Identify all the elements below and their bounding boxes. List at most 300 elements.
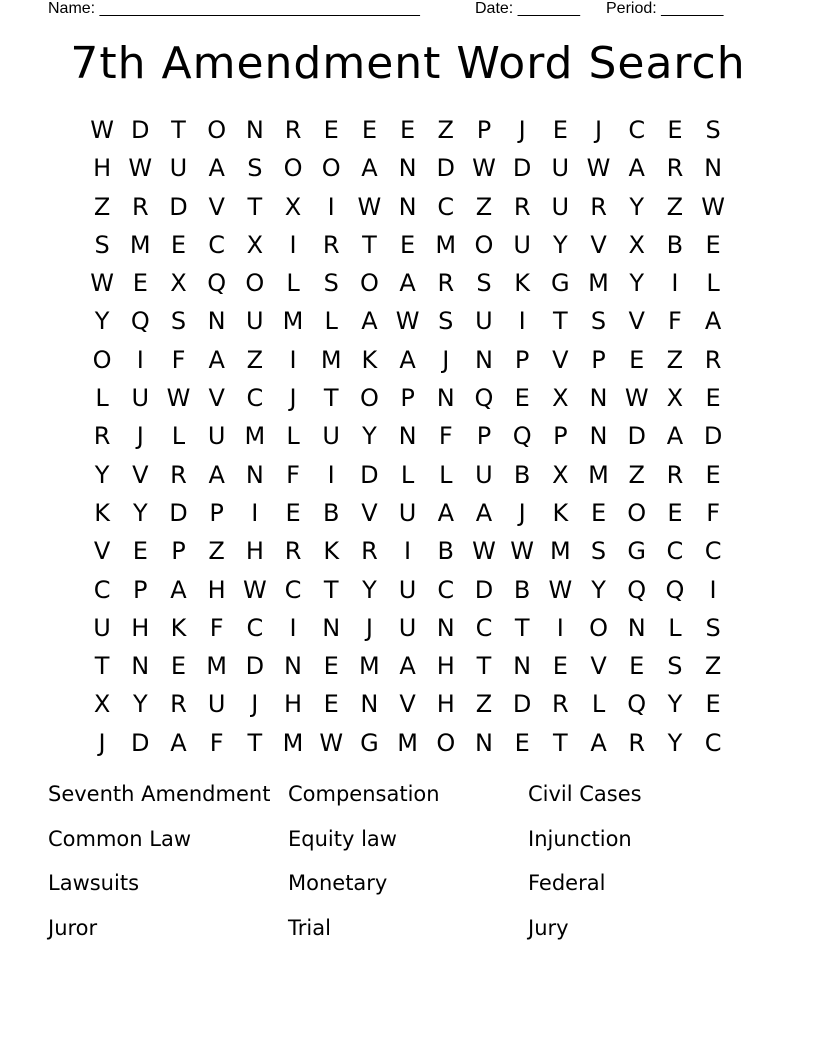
grid-letter: O (207, 116, 227, 144)
grid-letter: L (286, 422, 300, 451)
grid-letter: E (132, 269, 148, 298)
grid-letter: W (548, 575, 573, 604)
grid-letter: N (474, 728, 493, 757)
grid-letter: W (357, 192, 382, 221)
grid-letter: D (627, 422, 646, 451)
grid-letter: E (667, 498, 683, 527)
grid-letter: U (398, 498, 417, 527)
grid-letter: P (553, 422, 568, 451)
grid-letter: E (285, 498, 301, 527)
grid-letter: O (436, 728, 456, 757)
grid-letter: O (283, 154, 303, 183)
grid-letter: A (208, 460, 225, 489)
grid-letter: K (323, 537, 340, 566)
grid-letter: H (436, 690, 455, 719)
grid-letter: N (474, 345, 493, 374)
grid-letter: L (95, 384, 109, 413)
grid-letter: N (131, 652, 150, 681)
grid-letter: W (90, 116, 114, 144)
grid-letter: C (284, 575, 302, 604)
grid-letter: X (628, 230, 645, 259)
grid-letter: X (246, 230, 264, 259)
grid-letter: R (704, 345, 722, 374)
grid-letter: M (397, 728, 418, 757)
grid-letter: A (361, 154, 378, 183)
grid-letter: W (510, 537, 535, 566)
grid-letter: E (170, 230, 187, 259)
grid-letter: L (668, 613, 682, 642)
grid-letter: M (588, 460, 609, 489)
grid-letter: N (245, 116, 264, 144)
grid-letter: K (552, 498, 569, 527)
grid-letter: E (705, 460, 721, 489)
grid-letter: E (590, 498, 607, 527)
grid-letter: A (399, 345, 416, 374)
grid-letter: W (624, 384, 649, 413)
grid-letter: Z (704, 652, 722, 681)
grid-letter: N (398, 154, 417, 183)
grid-letter: V (208, 192, 225, 221)
grid-letter: T (247, 192, 263, 221)
grid-letter: G (360, 728, 379, 757)
grid-letter: F (171, 345, 186, 374)
grid-letter: B (666, 230, 684, 259)
grid-letter: W (166, 384, 191, 413)
grid-letter: T (171, 116, 186, 144)
grid-letter: E (514, 384, 530, 413)
grid-letter: T (514, 613, 530, 642)
grid-letter: Y (591, 575, 606, 604)
grid-letter: A (704, 307, 722, 336)
grid-letter: J (98, 728, 106, 757)
grid-letter: T (553, 307, 568, 336)
grid-letter: U (246, 307, 264, 336)
grid-letter: L (324, 307, 338, 336)
grid-letter: G (551, 269, 570, 298)
grid-letter: N (436, 384, 455, 413)
grid-letter: A (666, 422, 684, 451)
grid-letter: S (590, 537, 607, 566)
grid-letter: P (400, 384, 415, 413)
grid-letter: V (208, 384, 225, 413)
grid-letter: E (705, 690, 721, 719)
grid-letter: C (628, 116, 646, 144)
grid-letter: E (629, 652, 645, 681)
grid-letter: S (667, 652, 683, 681)
grid-letter: I (671, 269, 679, 298)
grid-letter: M (206, 652, 228, 681)
grid-letter: T (553, 728, 568, 757)
grid-letter: N (398, 422, 417, 451)
word-list-item: Trial (288, 915, 331, 940)
grid-letter: A (208, 345, 225, 374)
grid-letter: H (436, 652, 455, 681)
grid-letter: K (361, 345, 378, 374)
grid-letter: V (628, 307, 645, 336)
grid-letter: I (251, 498, 259, 527)
grid-letter: U (513, 230, 531, 259)
word-list (48, 778, 768, 956)
grid-letter: K (94, 498, 110, 527)
grid-letter: Y (362, 422, 377, 451)
grid-letter: Z (666, 192, 684, 221)
grid-letter: N (627, 613, 646, 642)
grid-letter: R (552, 690, 569, 719)
grid-letter: U (207, 422, 226, 451)
grid-letter: J (136, 422, 144, 451)
grid-letter: S (323, 269, 339, 298)
grid-letter: H (131, 613, 150, 642)
grid-letter: N (207, 307, 226, 336)
grid-letter: N (398, 192, 417, 221)
grid-letter: F (209, 613, 224, 642)
grid-letter: T (247, 728, 263, 757)
grid-letter: S (590, 307, 607, 336)
grid-letter: U (131, 384, 150, 413)
grid-letter: X (170, 269, 187, 298)
grid-letter: H (245, 537, 264, 566)
period-field: Period: _______ (606, 0, 724, 17)
grid-letter: D (512, 690, 532, 719)
grid-letter: N (284, 652, 302, 681)
grid-letter: Z (208, 537, 225, 566)
letter-grid (83, 111, 732, 762)
grid-letter: E (132, 537, 148, 566)
grid-letter: A (361, 307, 378, 336)
grid-letter: E (552, 116, 568, 144)
grid-letter: C (437, 192, 455, 221)
grid-letter: U (93, 613, 111, 642)
grid-letter: M (282, 728, 304, 757)
grid-letter: V (361, 498, 378, 527)
grid-letter: D (169, 192, 188, 221)
grid-letter: M (435, 230, 457, 259)
grid-letter: V (590, 230, 607, 259)
grid-letter: P (209, 498, 224, 527)
grid-letter: U (475, 307, 493, 336)
grid-letter: F (438, 422, 453, 451)
grid-letter: F (286, 460, 300, 489)
grid-letter: E (361, 116, 377, 144)
grid-letter: I (289, 345, 297, 374)
grid-letter: L (400, 460, 415, 489)
grid-letter: I (136, 345, 144, 374)
grid-letter: X (552, 384, 569, 413)
grid-letter: G (627, 537, 647, 566)
word-list-item: Jury (528, 915, 569, 940)
grid-letter: W (128, 154, 153, 183)
grid-letter: D (436, 154, 456, 183)
grid-letter: L (171, 422, 186, 451)
grid-letter: A (590, 728, 607, 757)
word-list-item: Injunction (528, 826, 632, 851)
grid-letter: I (327, 460, 335, 489)
grid-letter: O (92, 345, 112, 374)
grid-letter: N (322, 613, 341, 642)
grid-letter: E (552, 652, 568, 681)
grid-letter: A (437, 498, 454, 527)
grid-letter: R (666, 460, 684, 489)
grid-letter: C (704, 537, 722, 566)
grid-letter: L (439, 460, 453, 489)
grid-letter: T (94, 652, 110, 681)
grid-letter: D (169, 498, 188, 527)
grid-letter: T (323, 384, 339, 413)
grid-letter: I (709, 575, 717, 604)
grid-letter: P (476, 422, 492, 451)
grid-letter: R (284, 116, 302, 144)
grid-letter: U (398, 613, 417, 642)
grid-letter: J (518, 498, 526, 527)
grid-letter: Q (627, 690, 647, 719)
word-list-item: Civil Cases (528, 782, 642, 806)
grid-letter: P (171, 537, 186, 566)
grid-letter: O (474, 230, 494, 259)
grid-letter: B (513, 460, 531, 489)
grid-letter: Y (132, 690, 148, 719)
grid-letter: R (284, 537, 302, 566)
grid-letter: U (398, 575, 417, 604)
grid-letter: I (289, 613, 297, 642)
grid-letter: R (93, 422, 111, 451)
grid-letter: Q (130, 307, 150, 336)
grid-letter: Z (93, 192, 111, 221)
grid-letter: B (437, 537, 455, 566)
grid-letter: A (399, 652, 416, 681)
grid-letter: C (246, 384, 264, 413)
grid-letter: I (327, 192, 335, 221)
grid-letter: E (323, 690, 339, 719)
grid-letter: W (90, 269, 114, 298)
grid-letter: E (667, 116, 683, 144)
grid-letter: D (131, 728, 150, 757)
word-list-item: Lawsuits (48, 871, 140, 896)
grid-letter: I (556, 613, 564, 642)
word-list-item: Seventh Amendment (48, 782, 271, 806)
grid-letter: D (131, 116, 150, 144)
grid-letter: D (245, 652, 265, 681)
grid-letter: E (323, 116, 339, 144)
grid-letter: C (666, 537, 684, 566)
grid-letter: A (628, 154, 645, 183)
grid-letter: R (170, 690, 187, 719)
grid-letter: Y (667, 728, 683, 757)
page-title: 7th Amendment Word Search (70, 38, 746, 89)
grid-letter: T (323, 575, 339, 604)
grid-letter: Y (94, 307, 110, 336)
grid-letter: I (404, 537, 412, 566)
grid-letter: S (438, 307, 454, 336)
grid-letter: M (129, 230, 151, 259)
grid-letter: E (514, 728, 530, 757)
grid-letter: P (591, 345, 606, 374)
grid-letter: D (474, 575, 494, 604)
grid-letter: J (594, 116, 603, 144)
grid-letter: Y (362, 575, 377, 604)
grid-letter: D (512, 154, 532, 183)
header-line (0, 0, 816, 20)
grid-letter: B (322, 498, 340, 527)
grid-letter: A (170, 575, 187, 604)
grid-letter: R (131, 192, 149, 221)
grid-letter: F (668, 307, 682, 336)
grid-letter: N (436, 613, 455, 642)
grid-letter: W (472, 154, 496, 183)
grid-letter: I (289, 230, 297, 259)
grid-letter: W (701, 192, 725, 221)
grid-letter: Y (553, 230, 568, 259)
grid-letter: S (476, 269, 492, 298)
grid-letter: P (476, 116, 492, 144)
grid-letter: O (245, 269, 265, 298)
grid-letter: N (513, 652, 532, 681)
grid-letter: Z (475, 690, 493, 719)
grid-letter: Y (667, 690, 683, 719)
grid-letter: P (514, 345, 530, 374)
grid-letter: F (209, 728, 224, 757)
grid-letter: A (399, 269, 416, 298)
grid-letter: J (365, 613, 373, 642)
grid-letter: Y (629, 192, 645, 221)
grid-letter: Q (665, 575, 685, 604)
grid-letter: V (552, 345, 569, 374)
grid-letter: M (588, 269, 609, 298)
word-list-item: Federal (528, 871, 606, 896)
grid-letter: D (703, 422, 723, 451)
grid-letter: U (169, 154, 188, 183)
grid-letter: C (704, 728, 722, 757)
grid-letter: S (247, 154, 263, 183)
word-list-item: Juror (48, 915, 98, 940)
grid-letter: H (207, 575, 226, 604)
grid-letter: Y (132, 498, 148, 527)
grid-letter: U (475, 460, 493, 489)
grid-letter: N (360, 690, 379, 719)
grid-letter: V (132, 460, 149, 489)
grid-letter: Y (94, 460, 110, 489)
grid-letter: U (322, 422, 340, 451)
grid-letter: N (245, 460, 264, 489)
grid-letter: M (244, 422, 266, 451)
word-list-item: Monetary (288, 871, 388, 896)
grid-letter: L (706, 269, 720, 298)
grid-letter: A (170, 728, 187, 757)
grid-letter: R (437, 269, 455, 298)
grid-letter: W (472, 537, 496, 566)
grid-letter: O (589, 613, 608, 642)
grid-letter: Q (512, 422, 532, 451)
grid-letter: U (207, 690, 226, 719)
grid-letter: E (400, 230, 416, 259)
grid-letter: S (705, 116, 721, 144)
grid-letter: S (170, 307, 187, 336)
grid-letter: C (246, 613, 264, 642)
grid-letter: M (320, 345, 342, 374)
grid-letter: R (628, 728, 646, 757)
grid-letter: V (93, 537, 111, 566)
grid-letter: M (359, 652, 380, 681)
grid-letter: X (666, 384, 684, 413)
grid-letter: K (170, 613, 187, 642)
grid-letter: Q (474, 384, 494, 413)
grid-letter: J (518, 116, 526, 144)
grid-letter: L (286, 269, 300, 298)
grid-letter: M (549, 537, 571, 566)
grid-letter: R (170, 460, 187, 489)
grid-letter: Z (666, 345, 684, 374)
grid-letter: S (94, 230, 110, 259)
grid-letter: E (629, 345, 645, 374)
word-list-item: Equity law (288, 826, 397, 851)
grid-letter: O (627, 498, 647, 527)
grid-letter: M (282, 307, 304, 336)
grid-letter: V (399, 690, 416, 719)
grid-letter: R (590, 192, 607, 221)
grid-letter: C (475, 613, 493, 642)
grid-letter: E (705, 384, 721, 413)
grid-letter: Q (627, 575, 647, 604)
word-list-item: Compensation (288, 782, 440, 806)
grid-letter: J (289, 384, 297, 413)
grid-letter: B (513, 575, 531, 604)
grid-letter: R (361, 537, 378, 566)
grid-letter: O (359, 384, 379, 413)
grid-letter: D (360, 460, 379, 489)
grid-letter: H (93, 154, 112, 183)
grid-letter: E (400, 116, 416, 144)
grid-letter: C (93, 575, 111, 604)
grid-letter: T (476, 652, 492, 681)
grid-letter: X (284, 192, 302, 221)
grid-letter: C (437, 575, 455, 604)
grid-letter: X (552, 460, 569, 489)
grid-letter: T (362, 230, 377, 259)
grid-letter: X (93, 690, 111, 719)
grid-letter: H (284, 690, 303, 719)
grid-letter: W (242, 575, 267, 604)
grid-letter: Q (207, 269, 227, 298)
grid-letter: Z (475, 192, 493, 221)
grid-letter: N (589, 422, 608, 451)
grid-letter: W (319, 728, 344, 757)
grid-letter: J (251, 690, 259, 719)
grid-letter: Z (437, 116, 454, 144)
grid-letter: R (666, 154, 684, 183)
grid-letter: N (589, 384, 608, 413)
grid-letter: I (518, 307, 526, 336)
word-list-item: Common Law (48, 826, 192, 851)
grid-letter: C (208, 230, 226, 259)
grid-letter: A (475, 498, 493, 527)
grid-letter: O (321, 154, 341, 183)
grid-letter: L (591, 690, 606, 719)
grid-letter: U (551, 192, 570, 221)
grid-letter: W (395, 307, 420, 336)
grid-letter: S (705, 613, 721, 642)
grid-letter: Y (629, 269, 645, 298)
name-field: Name: ____________________________________ (48, 0, 420, 17)
grid-letter: F (706, 498, 720, 527)
grid-letter: N (704, 154, 723, 183)
grid-letter: O (359, 269, 379, 298)
grid-letter: U (551, 154, 570, 183)
grid-letter: Z (246, 345, 264, 374)
grid-letter: J (442, 345, 450, 374)
grid-letter: E (323, 652, 339, 681)
grid-letter: K (514, 269, 531, 298)
grid-letter: R (513, 192, 531, 221)
grid-letter: V (590, 652, 607, 681)
